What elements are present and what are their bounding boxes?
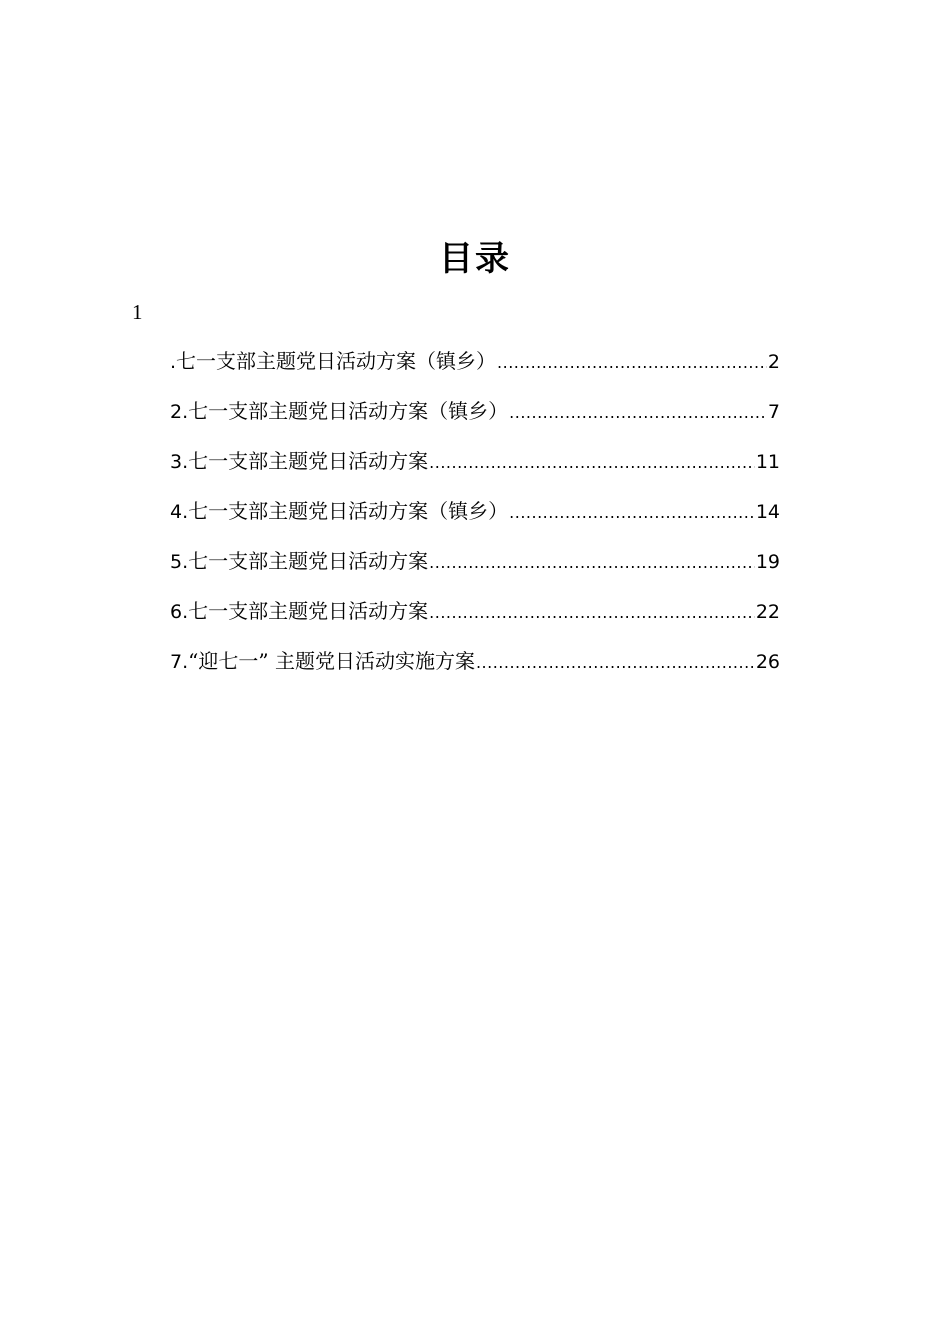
- toc-entry-text: 七一支部主题党日活动方案: [188, 549, 429, 573]
- toc-entry-2[interactable]: [170, 396, 780, 446]
- toc-entry-page: 11: [755, 451, 780, 473]
- toc-entry-7[interactable]: [170, 646, 780, 696]
- toc-entry-number: 6.: [170, 601, 189, 623]
- toc-entry-number: 4.: [170, 501, 189, 523]
- toc-entry-number: 2.: [170, 401, 189, 423]
- toc-entry-number: 5.: [170, 551, 189, 573]
- toc-entry-4[interactable]: [170, 496, 780, 546]
- toc-entry-page: 2: [767, 351, 780, 373]
- toc-entry-3[interactable]: [170, 446, 780, 496]
- toc-dot-leader: [509, 398, 767, 428]
- toc-entry-number: 3.: [170, 451, 189, 473]
- toc-entry-number: .: [170, 351, 177, 373]
- toc-list: [170, 346, 780, 696]
- toc-entry-1[interactable]: [170, 346, 780, 396]
- toc-dot-leader: [497, 348, 767, 378]
- toc-entry-text: “迎七一” 主题党日活动实施方案: [188, 649, 475, 673]
- toc-title: 目录: [439, 239, 511, 279]
- toc-dot-leader: [509, 498, 755, 528]
- toc-entry-number: 7.: [170, 651, 189, 673]
- toc-entry-page: 26: [755, 651, 780, 673]
- toc-dot-leader: [429, 598, 755, 628]
- toc-entry-text: 七一支部主题党日活动方案（镇乡）: [188, 499, 509, 523]
- toc-entry-text: 七一支部主题党日活动方案: [188, 449, 429, 473]
- toc-dot-leader: [476, 648, 755, 678]
- toc-entry-page: 14: [755, 501, 780, 523]
- toc-entry-page: 7: [767, 401, 780, 423]
- toc-entry-text: 七一支部主题党日活动方案（镇乡）: [188, 399, 509, 423]
- toc-entry-text: 七一支部主题党日活动方案: [188, 599, 429, 623]
- toc-entry-5[interactable]: [170, 546, 780, 596]
- toc-entry-text: 七一支部主题党日活动方案（镇乡）: [176, 349, 497, 373]
- stray-number: 1: [132, 300, 143, 324]
- toc-dot-leader: [429, 548, 755, 578]
- toc-entry-6[interactable]: [170, 596, 780, 646]
- toc-entry-page: 22: [755, 601, 780, 623]
- toc-dot-leader: [429, 448, 755, 478]
- toc-entry-page: 19: [755, 551, 780, 573]
